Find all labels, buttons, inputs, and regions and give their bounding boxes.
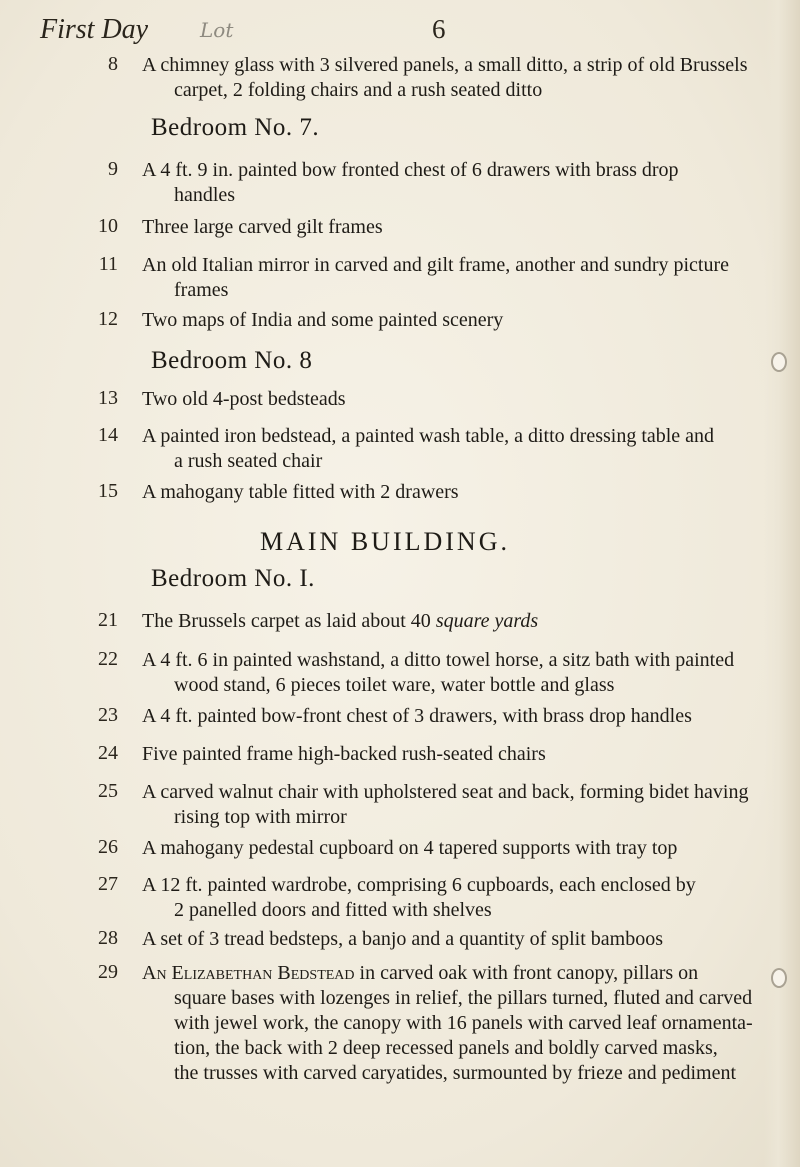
lot-description: A carved walnut chair with upholstered seat and back, forming bidet having rising top with mirror: [142, 780, 749, 828]
lot-description: An old Italian mirror in carved and gilt frame, another and sundry picture frames: [142, 253, 730, 301]
lot-number: 24: [98, 742, 118, 765]
lot-number: 26: [98, 835, 118, 858]
pencil-annotation-top: Lot: [200, 18, 234, 42]
lot-description: A mahogany pedestal cupboard on 4 tapered supports with tray top: [142, 836, 678, 859]
lot-number: 12: [98, 308, 118, 331]
lot-description: A painted iron bedstead, a painted wash table, a ditto dressing table and a rush seated chair: [142, 425, 715, 473]
lot-description: A 4 ft. 9 in. painted bow fronted chest of 6 drawers with brass drop handles: [142, 158, 679, 206]
lot-description: A 4 ft. 6 in painted washstand, a ditto towel horse, a sitz bath with painted wood stand, 6 pieces toilet ware, water bottle and glass: [142, 648, 735, 696]
lot-description: A mahogany table fitted with 2 drawers: [142, 480, 459, 503]
lot-description: A chimney glass with 3 silvered panels, a small ditto, a strip of old Brussels carpet, 2 folding chairs and a rush seated ditto: [142, 53, 748, 101]
lot-description: Three large carved gilt frames: [142, 216, 383, 238]
page-number: 6: [432, 14, 446, 44]
lot-description: A 12 ft. painted wardrobe, comprising 6 cupboards, each enclosed by 2 panelled doors and fitted with shelves: [142, 874, 696, 922]
lot-description: An Elizabethan Bedstead in carved oak with front canopy, pillars on square bases with lozenges in relief, the pillars turned, fluted and carved with jewel work, the canopy with 16 panels with carved leaf ornamenta- tion, the back with 2 deep recessed panels and boldly carved masks, the trusses with carved caryatides, surmounted by frieze and pediment: [142, 962, 753, 1085]
lot-number: 22: [98, 647, 118, 670]
punch-hole-lower: [771, 968, 787, 988]
section-heading-bedroom-1: Bedroom No. I.: [151, 565, 315, 593]
lot-number: 10: [98, 215, 118, 237]
lot-number: 11: [98, 252, 118, 275]
section-heading-main-building: MAIN BUILDING.: [260, 526, 510, 556]
section-heading-bedroom-7: Bedroom No. 7.: [151, 114, 320, 142]
lot-number: 21: [98, 608, 118, 631]
lot-description: The Brussels carpet as laid about 40 square yards: [142, 609, 539, 632]
lot-number: 25: [98, 779, 118, 802]
lot-number: 23: [98, 703, 118, 726]
lot-description: A 4 ft. painted bow-front chest of 3 drawers, with brass drop handles: [142, 704, 692, 727]
lot-number: 8: [108, 52, 118, 75]
punch-hole-upper: [771, 352, 787, 372]
lot-description: Two old 4-post bedsteads: [142, 388, 346, 411]
lot-description: Five painted frame high-backed rush-seated chairs: [142, 743, 546, 766]
lot-number: 9: [108, 157, 118, 180]
lot-number: 14: [98, 424, 118, 447]
lot-number: 28: [98, 926, 118, 949]
lot-number: 13: [98, 387, 118, 410]
running-head-title: First Day: [40, 14, 149, 45]
lot-description: A set of 3 tread bedsteps, a banjo and a quantity of split bamboos: [142, 927, 664, 950]
running-head: [40, 14, 760, 48]
lot-number: 15: [98, 479, 118, 502]
lot-description: Two maps of India and some painted scenery: [142, 309, 504, 332]
lot-number: 27: [98, 873, 118, 896]
lot-number: 29: [98, 961, 118, 984]
section-heading-bedroom-8: Bedroom No. 8: [151, 347, 313, 375]
